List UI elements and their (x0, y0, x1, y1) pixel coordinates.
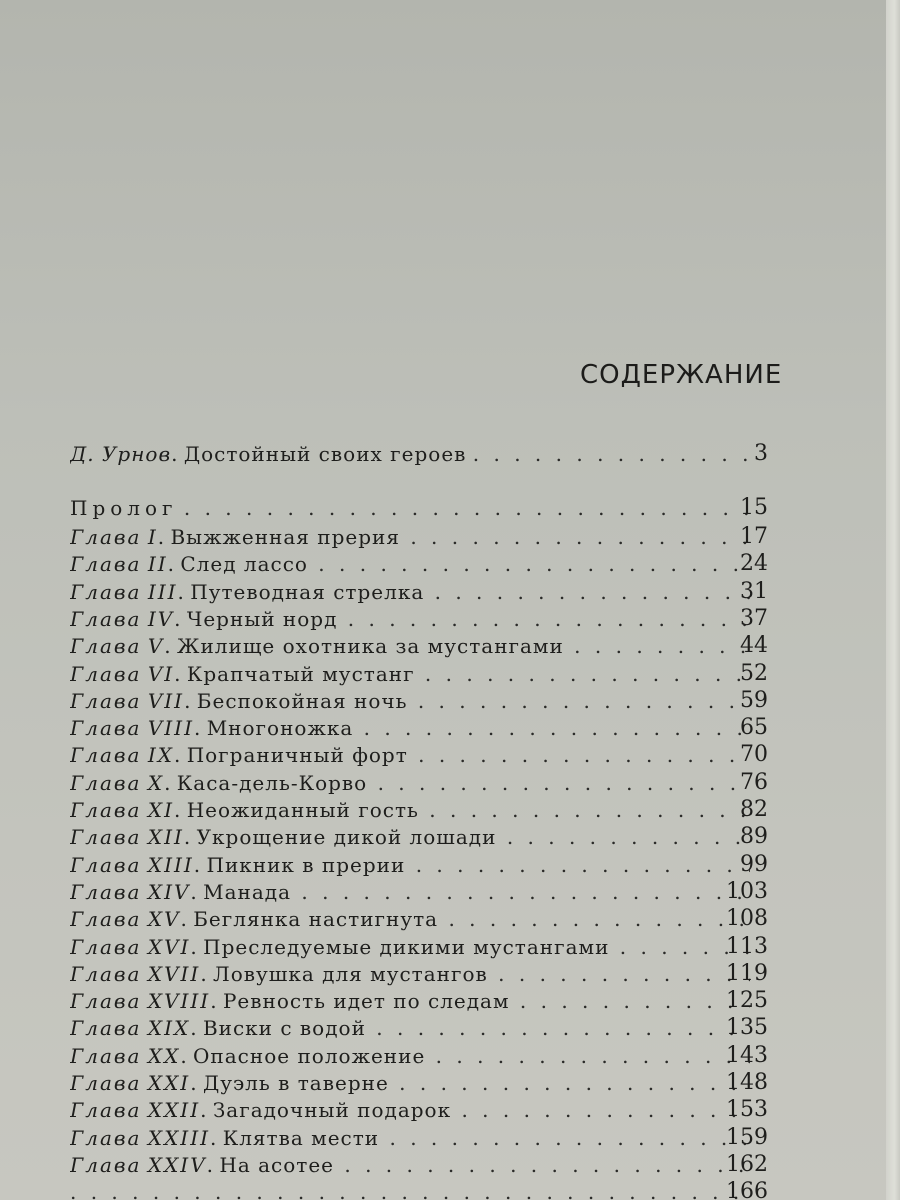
chapter-numeral: XXIV (147, 1153, 207, 1177)
chapter-label: Глава (70, 907, 142, 931)
prologue-title: Пролог (70, 496, 178, 520)
chapter-label: Глава (70, 743, 142, 767)
toc-chapter-entry: Глава XIV. Манада . . . (70, 878, 750, 906)
chapter-page-number: 153 (726, 1097, 768, 1122)
chapter-page-number: 119 (726, 961, 768, 986)
chapter-page-number: 108 (726, 906, 768, 931)
chapter-page-number: 125 (726, 988, 768, 1013)
toc-chapter-row (0, 1014, 900, 1042)
chapter-label: Глава (70, 716, 142, 740)
toc-chapter-entry: Глава XII. Укрощение дикой лошади . . . (70, 823, 750, 851)
chapter-page-number: 59 (740, 688, 768, 713)
toc-chapter-row (0, 1096, 900, 1124)
chapter-page-number: 148 (726, 1070, 768, 1095)
chapter-numeral: XIII (147, 853, 194, 877)
chapter-numeral: X (147, 771, 165, 795)
toc-chapter-row (0, 933, 900, 961)
chapter-numeral: V (147, 634, 165, 658)
toc-chapter-entry: Глава XI. Неожиданный гость . . . (70, 796, 750, 824)
chapter-numeral: XVI (147, 935, 191, 959)
chapter-numeral: I (147, 525, 158, 549)
chapter-title: Укрощение дикой лошади (196, 825, 497, 849)
chapter-title: Клятва мести (222, 1126, 380, 1150)
chapter-page-number: 99 (740, 852, 768, 877)
toc-chapter-entry: Глава XXI. Дуэль в таверне . . . (70, 1069, 750, 1097)
chapter-page-number: 166 (726, 1179, 768, 1200)
chapter-page-number: 143 (726, 1043, 768, 1068)
toc-chapter-entry: Глава XVII. Ловушка для мустангов . . . (70, 960, 750, 988)
chapter-page-number: 162 (726, 1152, 768, 1177)
toc-preface-row (0, 440, 900, 468)
toc-chapter-entry: Глава IV. Черный норд . . . (70, 605, 750, 633)
toc-chapter-entry: Глава XXIII. Клятва мести . . . (70, 1124, 750, 1152)
chapter-title: Беспокойная ночь (196, 689, 408, 713)
toc-chapter-row (0, 1069, 900, 1097)
chapter-page-number: 17 (740, 524, 768, 549)
chapter-title: Опасное положение (193, 1044, 426, 1068)
toc-chapter-row (0, 851, 900, 879)
page-title: СОДЕРЖАНИЕ (580, 360, 783, 390)
chapter-label: Глава (70, 1071, 142, 1095)
chapter-numeral: XVIII (147, 989, 211, 1013)
preface-title: Достойный своих героев (183, 442, 467, 466)
chapter-page-number: 52 (740, 661, 768, 686)
chapter-label: Глава (70, 771, 142, 795)
chapter-numeral: IX (147, 743, 174, 767)
chapter-title: Жилище охотника за мустангами (177, 634, 564, 658)
chapter-page-number: 37 (740, 606, 768, 631)
chapter-numeral: XXIII (147, 1126, 211, 1150)
chapter-title: Путеводная стрелка (190, 580, 425, 604)
chapter-title: Черный норд (186, 607, 338, 631)
chapter-label: Глава (70, 662, 142, 686)
toc-chapter-entry: Глава II. След лассо . . . (70, 550, 750, 578)
chapter-numeral: XXII (147, 1098, 201, 1122)
chapter-page-number: 24 (740, 551, 768, 576)
chapter-label: Глава (70, 798, 142, 822)
toc-chapter-entry: Глава III. Путеводная стрелка . . . (70, 578, 750, 606)
chapter-label: Глава (70, 689, 142, 713)
toc-chapter-entry: Глава XV. Беглянка настигнута . . . (70, 905, 750, 933)
chapter-label: Глава (70, 935, 142, 959)
chapter-numeral: XIX (147, 1016, 191, 1040)
prologue-page-number: 15 (740, 495, 768, 520)
toc-chapter-entry: Глава XIII. Пикник в прерии . . . (70, 851, 750, 879)
chapter-numeral: XIV (147, 880, 191, 904)
chapter-title: Неожиданный гость (186, 798, 419, 822)
toc-chapter-row (0, 523, 900, 551)
toc-chapter-row (0, 960, 900, 988)
chapter-page-number: 76 (740, 770, 768, 795)
chapter-label: Глава (70, 853, 142, 877)
chapter-title: Дуэль в таверне (202, 1071, 389, 1095)
chapter-title: Ловушка для мустангов (213, 962, 488, 986)
toc-chapter-entry: Глава XIX. Виски с водой . . . (70, 1014, 750, 1042)
chapter-label: Глава (70, 1044, 142, 1068)
chapter-numeral: III (147, 580, 178, 604)
chapter-numeral: VIII (147, 716, 194, 740)
chapter-title: Манада (203, 880, 292, 904)
chapter-title: Пикник в прерии (206, 853, 406, 877)
toc-chapter-row (0, 878, 900, 906)
chapter-label: Глава (70, 525, 142, 549)
chapter-page-number: 113 (726, 934, 768, 959)
chapter-label: Глава (70, 634, 142, 658)
chapter-title: Виски с водой (202, 1016, 366, 1040)
toc-chapter-row (0, 660, 900, 688)
toc-chapter-entry: Глава VI. Крапчатый мустанг . . . (70, 660, 750, 688)
chapter-page-number: 31 (740, 579, 768, 604)
chapter-label: Глава (70, 607, 142, 631)
chapter-label: Глава (70, 1098, 142, 1122)
toc-chapter-row (0, 605, 900, 633)
toc-chapter-row (0, 1151, 900, 1179)
chapter-label: Глава (70, 1126, 142, 1150)
chapter-title: Беглянка настигнута (193, 907, 439, 931)
toc-chapter-entry (70, 1178, 750, 1200)
chapter-numeral: XX (147, 1044, 181, 1068)
chapter-page-number: 44 (740, 633, 768, 658)
toc-chapter-entry: Глава VIII. Многоножка . . . (70, 714, 750, 742)
chapter-numeral: II (147, 552, 168, 576)
toc-chapter-row (0, 987, 900, 1015)
chapter-title: Ревность идет по следам (222, 989, 510, 1013)
toc-chapter-entry: Глава XVI. Преследуемые дикими мустангами . . . (70, 933, 750, 961)
toc-chapter-row (0, 1042, 900, 1070)
toc-preface-entry: Д. Урнов. Достойный своих героев . . . (70, 440, 750, 468)
chapter-numeral: XI (147, 798, 174, 822)
chapter-page-number: 89 (740, 824, 768, 849)
toc-chapter-entry: Глава XXII. Загадочный подарок . . . (70, 1096, 750, 1124)
chapter-label: Глава (70, 1016, 142, 1040)
toc-chapter-entry: Глава VII. Беспокойная ночь . . . (70, 687, 750, 715)
chapter-page-number: 65 (740, 715, 768, 740)
chapter-title: Преследуемые дикими мустангами (203, 935, 610, 959)
chapter-numeral: XVII (147, 962, 201, 986)
chapter-title: На асотее (219, 1153, 334, 1177)
chapter-title: Каса-дель-Корво (176, 771, 368, 795)
toc-chapter-row (0, 741, 900, 769)
toc-chapter-row (0, 1178, 900, 1200)
chapter-label: Глава (70, 580, 142, 604)
chapter-numeral: XV (147, 907, 181, 931)
toc-prologue-row (0, 494, 900, 522)
chapter-page-number: 103 (726, 879, 768, 904)
toc-chapter-row (0, 769, 900, 797)
toc-chapter-entry: Глава I. Выжженная прерия . . . (70, 523, 750, 551)
chapter-numeral: IV (147, 607, 175, 631)
chapter-page-number: 159 (726, 1125, 768, 1150)
chapter-title: Загадочный подарок (212, 1098, 452, 1122)
chapter-page-number: 135 (726, 1015, 768, 1040)
toc-chapter-entry: Глава XX. Опасное положение . . . (70, 1042, 750, 1070)
chapter-numeral: XII (147, 825, 184, 849)
chapter-title: Крапчатый мустанг (186, 662, 415, 686)
toc-chapter-entry: Глава XXIV. На асотее . . . (70, 1151, 750, 1179)
chapter-label: Глава (70, 989, 142, 1013)
chapter-numeral: XXI (147, 1071, 191, 1095)
toc-chapter-row (0, 632, 900, 660)
preface-author: Д. Урнов (70, 442, 172, 466)
chapter-page-number: 82 (740, 797, 768, 822)
chapter-label: Глава (70, 962, 142, 986)
toc-chapter-row (0, 714, 900, 742)
toc-chapter-entry: Глава IX. Пограничный форт . . . (70, 741, 750, 769)
chapter-title: Многоножка (206, 716, 354, 740)
chapter-label: Глава (70, 825, 142, 849)
chapter-label: Глава (70, 1153, 142, 1177)
toc-chapter-entry: Глава X. Каса-дель-Корво . . . (70, 769, 750, 797)
chapter-label: Глава (70, 880, 142, 904)
chapter-label: Глава (70, 552, 142, 576)
toc-chapter-entry: Глава XVIII. Ревность идет по следам . . . (70, 987, 750, 1015)
chapter-title: Выжженная прерия (170, 525, 400, 549)
chapter-numeral: VI (147, 662, 175, 686)
toc-chapter-row (0, 796, 900, 824)
chapter-title: Пограничный форт (186, 743, 408, 767)
preface-page-number: 3 (754, 441, 768, 466)
toc-prologue-entry (70, 494, 750, 522)
chapter-page-number: 70 (740, 742, 768, 767)
chapter-numeral: VII (147, 689, 185, 713)
toc-chapter-row (0, 905, 900, 933)
toc-chapter-row (0, 823, 900, 851)
toc-chapter-row (0, 578, 900, 606)
toc-chapter-row (0, 687, 900, 715)
chapter-title: След лассо (180, 552, 308, 576)
toc-chapter-row (0, 550, 900, 578)
toc-chapter-row (0, 1124, 900, 1152)
toc-chapter-entry: Глава V. Жилище охотника за мустангами . . . (70, 632, 750, 660)
